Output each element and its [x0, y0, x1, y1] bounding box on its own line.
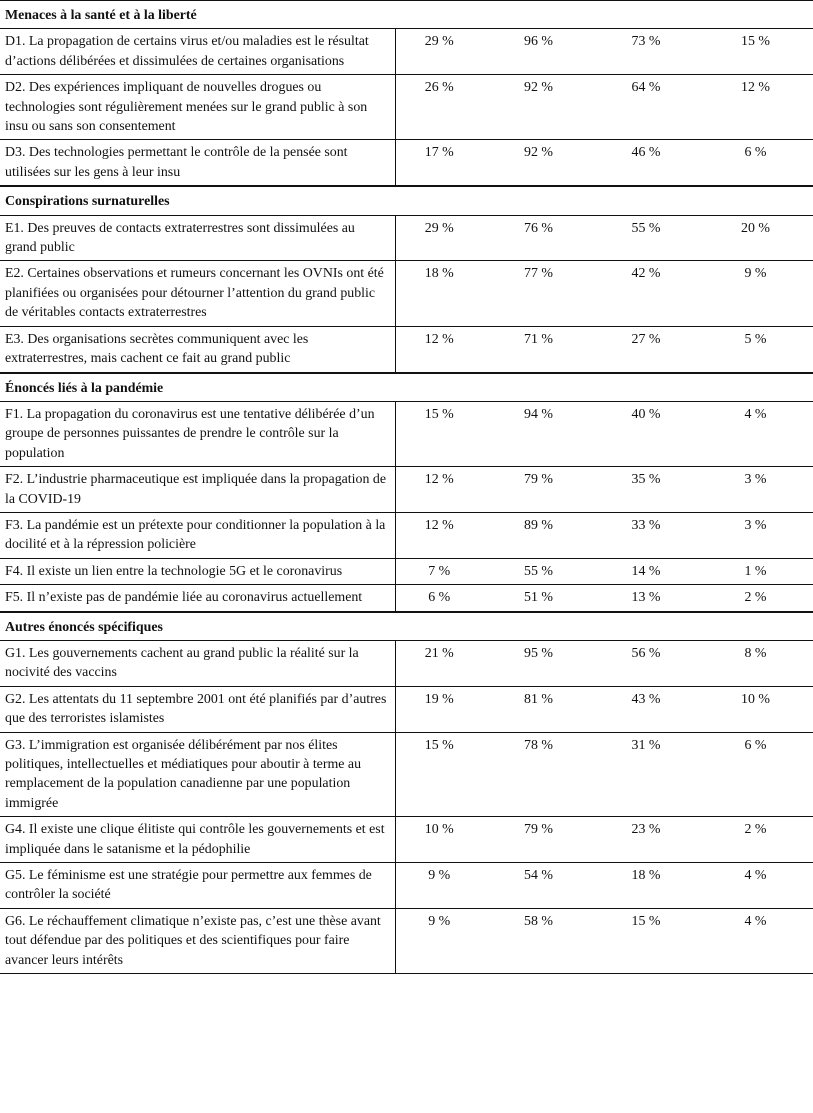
percentage-cell: 19 % [395, 686, 483, 732]
table-row [0, 401, 813, 466]
section-title: Menaces à la santé et à la liberté [0, 1, 813, 29]
percentage-cell: 15 % [594, 908, 698, 973]
table-row [0, 326, 813, 372]
percentage-cell: 43 % [594, 686, 698, 732]
percentage-cell: 12 % [395, 326, 483, 372]
percentage-cell: 13 % [594, 585, 698, 612]
table-row [0, 75, 813, 140]
statement-label: G1. Les gouvernements cachent au grand public la réalité sur la nocivité des vaccins [0, 640, 395, 686]
percentage-cell: 79 % [483, 467, 594, 513]
percentage-cell: 92 % [483, 140, 594, 186]
percentage-cell: 2 % [698, 817, 813, 863]
table-row [0, 640, 813, 686]
percentage-cell: 55 % [483, 558, 594, 584]
percentage-cell: 9 % [698, 261, 813, 326]
percentage-cell: 20 % [698, 215, 813, 261]
percentage-cell: 31 % [594, 732, 698, 817]
statement-label: F1. La propagation du coronavirus est une tentative délibérée d’un groupe de personnes puissantes de prendre le contrôle sur la population [0, 401, 395, 466]
percentage-cell: 4 % [698, 863, 813, 909]
table-row [0, 512, 813, 558]
table-row [0, 261, 813, 326]
statement-label: E1. Des preuves de contacts extraterrestres sont dissimulées au grand public [0, 215, 395, 261]
percentage-cell: 5 % [698, 326, 813, 372]
table-row [0, 732, 813, 817]
statement-label: E2. Certaines observations et rumeurs concernant les OVNIs ont été planifiées ou organisées pour détourner l’attention du grand public de véritables contacts extraterrestres [0, 261, 395, 326]
percentage-cell: 81 % [483, 686, 594, 732]
percentage-cell: 89 % [483, 512, 594, 558]
statement-label: D3. Des technologies permettant le contrôle de la pensée sont utilisées sur les gens à leur insu [0, 140, 395, 186]
percentage-cell: 15 % [395, 732, 483, 817]
percentage-cell: 96 % [483, 29, 594, 75]
statement-label: F2. L’industrie pharmaceutique est impliquée dans la propagation de la COVID-19 [0, 467, 395, 513]
section-header [0, 1, 813, 29]
percentage-cell: 17 % [395, 140, 483, 186]
percentage-cell: 12 % [395, 512, 483, 558]
statement-label: F4. Il existe un lien entre la technologie 5G et le coronavirus [0, 558, 395, 584]
percentage-cell: 55 % [594, 215, 698, 261]
percentage-cell: 9 % [395, 863, 483, 909]
percentage-cell: 15 % [698, 29, 813, 75]
table-row [0, 817, 813, 863]
percentage-cell: 6 % [698, 732, 813, 817]
percentage-cell: 6 % [395, 585, 483, 612]
section-header [0, 373, 813, 402]
percentage-cell: 7 % [395, 558, 483, 584]
percentage-cell: 64 % [594, 75, 698, 140]
percentage-cell: 77 % [483, 261, 594, 326]
percentage-cell: 14 % [594, 558, 698, 584]
table-body [0, 1, 813, 974]
percentage-cell: 78 % [483, 732, 594, 817]
percentage-cell: 18 % [395, 261, 483, 326]
percentage-cell: 3 % [698, 467, 813, 513]
section-title: Autres énoncés spécifiques [0, 612, 813, 641]
percentage-cell: 35 % [594, 467, 698, 513]
percentage-cell: 94 % [483, 401, 594, 466]
statement-label: G4. Il existe une clique élitiste qui contrôle les gouvernements et est impliquée dans le satanisme et la pédophilie [0, 817, 395, 863]
percentage-cell: 92 % [483, 75, 594, 140]
table-row [0, 908, 813, 973]
percentage-cell: 26 % [395, 75, 483, 140]
percentage-cell: 3 % [698, 512, 813, 558]
statement-label: G2. Les attentats du 11 septembre 2001 ont été planifiés par d’autres que des terroristes islamistes [0, 686, 395, 732]
percentage-cell: 79 % [483, 817, 594, 863]
percentage-cell: 4 % [698, 401, 813, 466]
percentage-cell: 56 % [594, 640, 698, 686]
percentage-cell: 58 % [483, 908, 594, 973]
percentage-cell: 2 % [698, 585, 813, 612]
statement-label: G6. Le réchauffement climatique n’existe pas, c’est une thèse avant tout défendue par des politiques et des scientifiques pour faire avancer leurs intérêts [0, 908, 395, 973]
table-row [0, 558, 813, 584]
percentage-cell: 23 % [594, 817, 698, 863]
statement-label: D2. Des expériences impliquant de nouvelles drogues ou technologies sont régulièrement menées sur le grand public à son insu ou sans son consentement [0, 75, 395, 140]
statement-label: E3. Des organisations secrètes communiquent avec les extraterrestres, mais cachent ce fait au grand public [0, 326, 395, 372]
percentage-cell: 1 % [698, 558, 813, 584]
percentage-cell: 27 % [594, 326, 698, 372]
percentage-cell: 6 % [698, 140, 813, 186]
section-header [0, 186, 813, 215]
percentage-cell: 95 % [483, 640, 594, 686]
table-row [0, 29, 813, 75]
section-title: Conspirations surnaturelles [0, 186, 813, 215]
percentage-cell: 29 % [395, 215, 483, 261]
percentage-cell: 12 % [395, 467, 483, 513]
table-row [0, 467, 813, 513]
percentage-cell: 29 % [395, 29, 483, 75]
percentage-cell: 76 % [483, 215, 594, 261]
percentage-cell: 21 % [395, 640, 483, 686]
percentage-cell: 54 % [483, 863, 594, 909]
percentage-cell: 42 % [594, 261, 698, 326]
percentage-cell: 10 % [395, 817, 483, 863]
section-header [0, 612, 813, 641]
percentage-cell: 51 % [483, 585, 594, 612]
percentage-cell: 46 % [594, 140, 698, 186]
table-row [0, 140, 813, 186]
percentage-cell: 10 % [698, 686, 813, 732]
percentage-cell: 33 % [594, 512, 698, 558]
percentage-cell: 8 % [698, 640, 813, 686]
table-row [0, 863, 813, 909]
percentage-cell: 73 % [594, 29, 698, 75]
percentage-cell: 71 % [483, 326, 594, 372]
percentage-cell: 9 % [395, 908, 483, 973]
statement-label: F5. Il n’existe pas de pandémie liée au coronavirus actuellement [0, 585, 395, 612]
percentage-cell: 12 % [698, 75, 813, 140]
statement-label: D1. La propagation de certains virus et/ou maladies est le résultat d’actions délibérées et dissimulées de certaines organisations [0, 29, 395, 75]
statement-label: F3. La pandémie est un prétexte pour conditionner la population à la docilité et à la répression policière [0, 512, 395, 558]
section-title: Énoncés liés à la pandémie [0, 373, 813, 402]
percentage-cell: 40 % [594, 401, 698, 466]
statement-label: G3. L’immigration est organisée délibérément par nos élites politiques, intellectuelles et médiatiques pour aboutir à terme au remplacement de la population canadienne par une population immigrée [0, 732, 395, 817]
statement-label: G5. Le féminisme est une stratégie pour permettre aux femmes de contrôler la société [0, 863, 395, 909]
percentage-cell: 4 % [698, 908, 813, 973]
table-row [0, 585, 813, 612]
percentage-cell: 18 % [594, 863, 698, 909]
table-row [0, 686, 813, 732]
table-row [0, 215, 813, 261]
percentage-cell: 15 % [395, 401, 483, 466]
